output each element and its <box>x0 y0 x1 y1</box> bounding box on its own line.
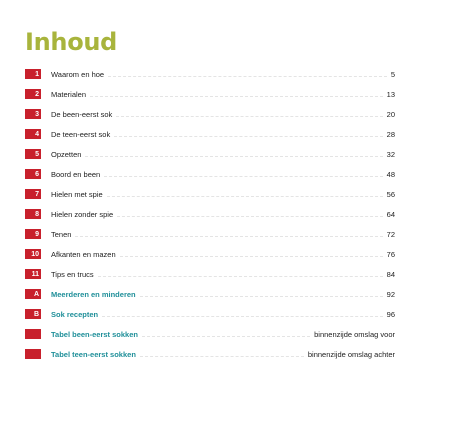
toc-entry-label: Afkanten en mazen <box>51 249 116 259</box>
toc-entry-label: Boord en been <box>51 169 101 179</box>
blank-badge <box>25 329 41 339</box>
dot-leader <box>98 276 383 277</box>
dot-leader <box>85 156 382 157</box>
chapter-number-badge: 7 <box>25 189 41 199</box>
toc-entry-label: Tabel been-eerst sokken <box>51 329 138 339</box>
chapter-number-badge: 2 <box>25 89 41 99</box>
toc-page-number: 72 <box>386 229 395 239</box>
toc-entry-label: De teen-eerst sok <box>51 129 111 139</box>
toc-entry[interactable] <box>25 64 395 84</box>
chapter-number-badge: 4 <box>25 129 41 139</box>
toc-entry[interactable] <box>25 344 395 364</box>
dot-leader <box>140 356 304 357</box>
toc-entry-label: Tips en trucs <box>51 269 94 279</box>
dot-leader <box>104 176 382 177</box>
dot-leader <box>107 196 383 197</box>
dot-leader <box>114 136 382 137</box>
toc-entry[interactable] <box>25 244 395 264</box>
toc-page-number: 56 <box>386 189 395 199</box>
toc-entry[interactable] <box>25 104 395 124</box>
dot-leader <box>75 236 382 237</box>
toc-page-number: 64 <box>386 209 395 219</box>
appendix-letter-badge: B <box>25 309 41 319</box>
appendix-letter-badge: A <box>25 289 41 299</box>
toc-entry[interactable] <box>25 184 395 204</box>
page-title: Inhoud <box>25 28 118 56</box>
toc-page-number: 13 <box>386 89 395 99</box>
toc-page-number: 84 <box>386 269 395 279</box>
toc-entry[interactable] <box>25 224 395 244</box>
toc-entry-label: Materialen <box>51 89 87 99</box>
toc-page-number: 92 <box>386 289 395 299</box>
toc-entry[interactable] <box>25 84 395 104</box>
toc-entry-label: De been-eerst sok <box>51 109 113 119</box>
toc-entry[interactable] <box>25 124 395 144</box>
toc-entry-label: Tabel teen-eerst sokken <box>51 349 136 359</box>
chapter-number-badge: 6 <box>25 169 41 179</box>
toc-entry[interactable] <box>25 204 395 224</box>
blank-badge <box>25 349 41 359</box>
toc-page-number: 32 <box>386 149 395 159</box>
toc-page-number: 96 <box>386 309 395 319</box>
chapter-number-badge: 1 <box>25 69 41 79</box>
chapter-number-badge: 5 <box>25 149 41 159</box>
toc-entry-label: Hielen zonder spie <box>51 209 114 219</box>
table-of-contents <box>25 64 395 364</box>
toc-page-number: 76 <box>386 249 395 259</box>
toc-entry-label: Sok recepten <box>51 309 99 319</box>
toc-entry-label: Tenen <box>51 229 72 239</box>
toc-entry-label: Opzetten <box>51 149 82 159</box>
toc-entry-label: Meerderen en minderen <box>51 289 136 299</box>
dot-leader <box>90 96 383 97</box>
toc-page-number: 48 <box>386 169 395 179</box>
chapter-number-badge: 3 <box>25 109 41 119</box>
toc-entry[interactable] <box>25 304 395 324</box>
toc-entry[interactable] <box>25 324 395 344</box>
toc-entry[interactable] <box>25 284 395 304</box>
dot-leader <box>108 76 387 77</box>
dot-leader <box>117 216 383 217</box>
chapter-number-badge: 11 <box>25 269 41 279</box>
chapter-number-badge: 8 <box>25 209 41 219</box>
chapter-number-badge: 9 <box>25 229 41 239</box>
dot-leader <box>140 296 383 297</box>
toc-entry-label: Waarom en hoe <box>51 69 105 79</box>
toc-page-number: 28 <box>386 129 395 139</box>
dot-leader <box>120 256 383 257</box>
dot-leader <box>142 336 310 337</box>
toc-entry[interactable] <box>25 164 395 184</box>
toc-page-number: 20 <box>386 109 395 119</box>
toc-page-number: binnenzijde omslag voor <box>314 329 395 339</box>
toc-entry[interactable] <box>25 144 395 164</box>
chapter-number-badge: 10 <box>25 249 41 259</box>
toc-entry[interactable] <box>25 264 395 284</box>
toc-page-number: 5 <box>390 69 395 79</box>
toc-entry-label: Hielen met spie <box>51 189 103 199</box>
toc-page-number: binnenzijde omslag achter <box>307 349 395 359</box>
dot-leader <box>102 316 383 317</box>
dot-leader <box>116 116 382 117</box>
